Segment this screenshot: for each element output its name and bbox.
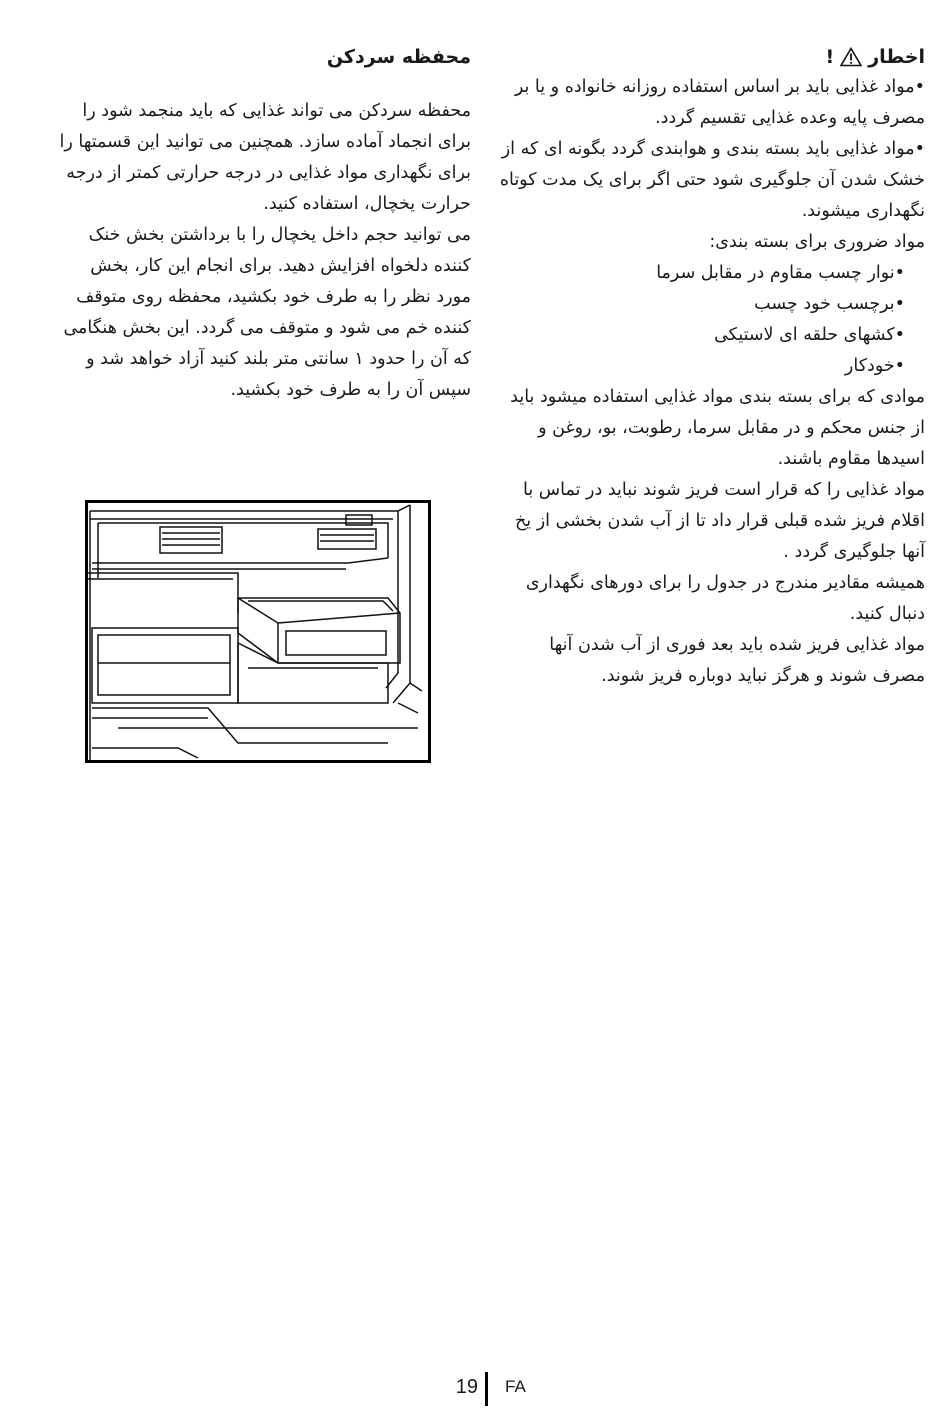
- packaging-bullet: •خودکار: [844, 356, 905, 376]
- warning-paragraph: •مواد غذایی باید بسته بندی و هوابندی گردد بگونه ای که از خشک شدن آن جلوگیری شود حتی اگر برای یک مدت کوتاه نگهداری میشوند.: [499, 139, 925, 221]
- warning-paragraph: مواد غذایی را که قرار است فریز شوند نباید در تماس با اقلام فریز شده قبلی قرار داد تا از آب شدن بخشی از یخ آنها جلوگیری گردد .: [514, 480, 925, 562]
- packaging-bullet: •کشهای حلقه ای لاستیکی: [714, 325, 905, 345]
- warning-paragraph: مواد ضروری برای بسته بندی:: [709, 232, 925, 252]
- chiller-paragraph: می توانید حجم داخل یخچال را با برداشتن بخش خنک کننده دلخواه افزایش دهید. برای انجام این کار، بخش مورد نظر را به طرف خود بکشید، محفظه روی متوقف کننده خم می شود و متوقف می گردد. این بخش هنگامی که آن را حدود ۱ سانتی متر بلند کنید آزاد خواهد شد و سپس آن را به طرف خود بکشید.: [63, 225, 471, 400]
- packaging-bullet: •برچسب خود چسب: [754, 294, 905, 314]
- warning-paragraph: موادی که برای بسته بندی مواد غذایی استفاده میشود باید از جنس محکم و در مقابل سرما، رطوبت، بو، روغن و اسیدها مقاوم باشند.: [510, 387, 925, 469]
- chiller-paragraph: محفظه سردکن می تواند غذایی که باید منجمد شود را برای انجماد آماده سازد. همچنین می توانید این قسمتها را برای نگهداری مواد غذایی در درجه حرارتی کمتر از درجه حرارت یخچال، استفاده کنید.: [59, 101, 471, 214]
- warning-triangle-icon: [840, 47, 862, 67]
- page-footer: [0, 1372, 950, 1408]
- packaging-bullet: •نوار چسب مقاوم در مقابل سرما: [656, 263, 905, 283]
- warning-paragraph: •مواد غذایی باید بر اساس استفاده روزانه خانواده و یا بر مصرف پایه وعده غذایی تقسیم گردد.: [514, 77, 925, 128]
- chiller-title: محفظه سردکن: [326, 46, 471, 68]
- warning-heading: [497, 42, 925, 72]
- chiller-drawer-figure: [85, 500, 431, 763]
- language-code: FA: [505, 1377, 526, 1396]
- warning-section: [497, 42, 925, 692]
- warning-exclaim: !: [825, 46, 835, 68]
- warning-paragraph: همیشه مقادیر مندرج در جدول را برای دورهای نگهداری دنبال کنید.: [525, 573, 925, 624]
- page-number: 19: [455, 1376, 478, 1398]
- warning-paragraph: مواد غذایی فریز شده باید بعد فوری از آب شدن آنها مصرف شوند و هرگز نباید دوباره فریز شوند.: [549, 635, 925, 686]
- footer-divider: [485, 1372, 488, 1406]
- chiller-section: [55, 42, 471, 406]
- refrigerator-chiller-drawer-illustration: [88, 503, 428, 760]
- warning-title: اخطار: [868, 46, 925, 68]
